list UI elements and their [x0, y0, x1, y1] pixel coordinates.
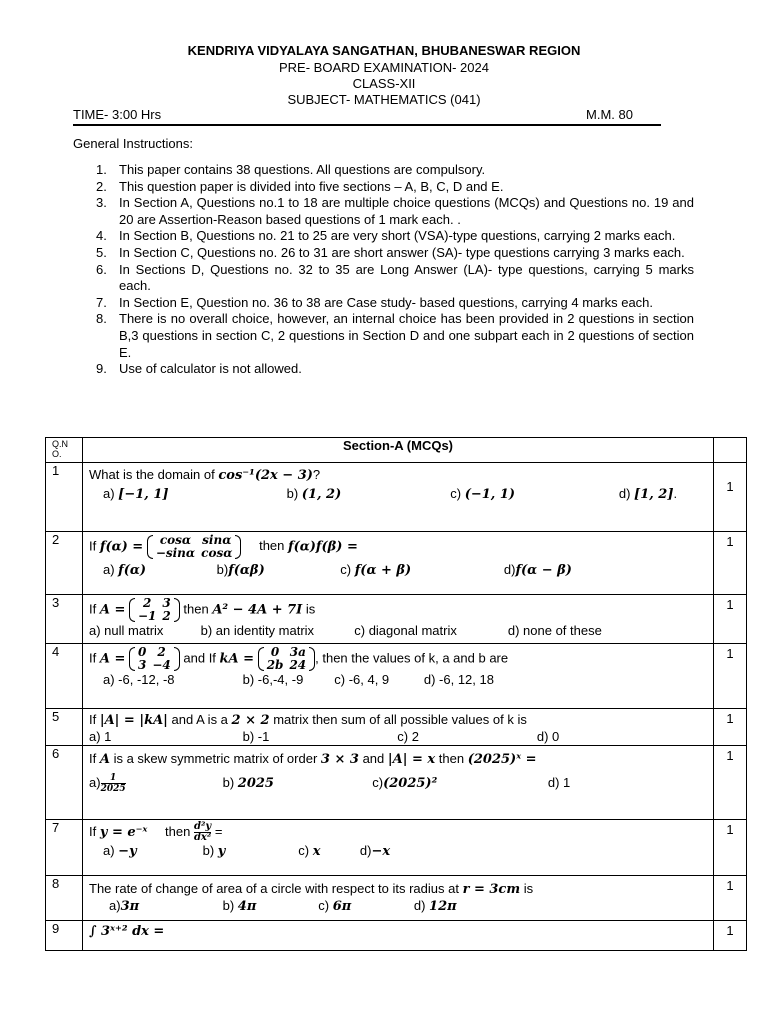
- qno-header: Q.N O.: [46, 438, 83, 463]
- section-title: Section-A (MCQs): [83, 438, 714, 463]
- derivative-fraction: $\frac{\text{d²y}}{\text{dx²}}$: [193, 821, 212, 843]
- option-a: a) -6, -12, -8: [103, 672, 175, 687]
- options: [89, 562, 707, 579]
- question-number: 3: [46, 595, 83, 644]
- question-body: [83, 876, 714, 921]
- instruction-item: 8. There is no overall choice, however, an internal choice has been provided in 2 questions in section B,3 questions in section C, 2 questions in Section D and one subpart each in 2 questions of section E.: [96, 311, 694, 360]
- question-text: If A = 2 3 −1 2 then A² − 4A + 7I is: [89, 596, 316, 623]
- question-marks: 1: [714, 876, 747, 921]
- option-b: b)f(αβ): [216, 562, 265, 578]
- max-marks-label: M.M. 80: [586, 107, 633, 122]
- option-c: c) -6, 4, 9: [334, 672, 390, 687]
- option-d: d) none of these: [507, 623, 602, 638]
- exam-title: PRE- BOARD EXAMINATION- 2024: [279, 60, 489, 75]
- question-text: If A = 0 2 3 −4 and If kA = 0 3a 2b 24 , then the values of k, a and b are: [89, 645, 509, 672]
- instruction-item: 3. In Section A, Questions no.1 to 18 are multiple choice questions (MCQs) and Questions no. 19 and 20 are Assertion-Reason based questions of 1 mark each. .: [96, 195, 694, 227]
- question-marks: 1: [714, 532, 747, 595]
- question-marks: 1: [714, 921, 747, 951]
- option-b: b) y: [202, 843, 226, 859]
- math-expression: cos⁻¹(2x − 3): [218, 468, 313, 483]
- option-a: a) $\frac{1}{2025}$: [89, 773, 126, 794]
- question-body: [83, 820, 714, 876]
- general-instructions-title: General Instructions:: [73, 136, 193, 151]
- time-marks-line: [73, 107, 661, 126]
- question-row: [46, 820, 747, 876]
- class-title: CLASS-XII: [352, 76, 416, 91]
- question-number: 5: [46, 709, 83, 746]
- question-text: If A is a skew symmetric matrix of order 3 × 3 and |A| = x then (2025)ˣ =: [89, 751, 537, 767]
- options: [89, 623, 707, 639]
- question-number: 9: [46, 921, 83, 951]
- question-text: If |A| = |kA| and A is a 2 × 2 matrix then sum of all possible values of k is: [89, 712, 527, 728]
- question-text: If y = e⁻ˣ then $\frac{\text{d²y}}{\text{dx²}}$ =: [89, 821, 223, 843]
- option-b: b) 2025: [222, 774, 274, 791]
- option-b: b) 4π: [222, 898, 257, 914]
- instruction-item: 2. This question paper is divided into five sections – A, B, C, D and E.: [96, 178, 504, 194]
- option-a: a) 1: [89, 729, 112, 744]
- question-row: [46, 876, 747, 921]
- question-body: [83, 746, 714, 820]
- marks-header: [714, 438, 747, 463]
- question-row: [46, 532, 747, 595]
- option-d: d)−x: [359, 843, 391, 859]
- option-b: b) (1, 2): [286, 486, 342, 502]
- option-c: c) 6π: [318, 898, 352, 914]
- question-marks: 1: [714, 820, 747, 876]
- question-row: [46, 709, 747, 746]
- options: [89, 843, 707, 860]
- option-c: c) 2: [397, 729, 419, 744]
- question-text: ∫ 3ˣ⁺² dx =: [89, 924, 165, 939]
- matrix: cosα sinα −sinα cosα: [147, 534, 242, 560]
- question-marks: 1: [714, 463, 747, 532]
- option-b: b) an identity matrix: [200, 623, 315, 638]
- option-d: d) -6, 12, 18: [423, 672, 494, 687]
- school-region-title: KENDRIYA VIDYALAYA SANGATHAN, BHUBANESWAR REGION: [187, 43, 581, 58]
- fraction: $\frac{1}{2025}$: [100, 773, 126, 794]
- option-a: a) f(α): [103, 562, 147, 578]
- matrix: 0 3a 2b 24: [258, 646, 315, 672]
- question-marks: 1: [714, 746, 747, 820]
- option-d: d) 0: [536, 729, 560, 744]
- question-marks: 1: [714, 644, 747, 709]
- time-label: TIME- 3:00 Hrs: [73, 107, 162, 122]
- instructions-list: [96, 162, 694, 378]
- question-marks: 1: [714, 709, 747, 746]
- option-b: b) -6,-4, -9: [242, 672, 304, 687]
- question-row: [46, 746, 747, 820]
- option-a: a) null matrix: [89, 623, 164, 638]
- question-row: [46, 921, 747, 951]
- options: [89, 486, 707, 503]
- instruction-item: 5. In Section C, Questions no. 26 to 31 are short answer (SA)- type questions carrying 3 marks each.: [96, 244, 685, 260]
- question-marks: 1: [714, 595, 747, 644]
- question-number: 4: [46, 644, 83, 709]
- instruction-item: 1. This paper contains 38 questions. All questions are compulsory.: [96, 162, 486, 177]
- question-text: If f(α) = cosα sinα −sinα cosα then f(α)f(β) =: [89, 533, 358, 560]
- option-a: a)3π: [109, 898, 140, 914]
- question-row: [46, 595, 747, 644]
- option-d: d)f(α − β): [503, 562, 572, 578]
- option-a: a) −y: [103, 843, 137, 859]
- table-header-row: [46, 438, 747, 463]
- question-number: 1: [46, 463, 83, 532]
- question-text: What is the domain of cos⁻¹(2x − 3)?: [89, 467, 321, 483]
- option-c: c) (−1, 1): [450, 486, 516, 502]
- question-number: 6: [46, 746, 83, 820]
- option-d: d) 1: [547, 774, 571, 790]
- questions-table: [45, 437, 747, 951]
- question-body: [83, 595, 714, 644]
- question-body: [83, 463, 714, 532]
- matrix: 2 3 −1 2: [129, 597, 180, 623]
- subject-title: SUBJECT- MATHEMATICS (041): [287, 92, 481, 107]
- option-c: c) diagonal matrix: [354, 623, 457, 638]
- option-a: a) [−1, 1]: [103, 486, 169, 502]
- question-row: [46, 644, 747, 709]
- options: [89, 773, 707, 794]
- option-b: b) -1: [242, 729, 270, 744]
- question-number: 7: [46, 820, 83, 876]
- options: [89, 898, 707, 915]
- question-body: [83, 644, 714, 709]
- question-body: [83, 532, 714, 595]
- question-body: [83, 709, 714, 746]
- options: [89, 672, 707, 688]
- option-c: c)(2025)²: [372, 774, 438, 791]
- instruction-item: 7. In Section E, Question no. 36 to 38 are Case study- based questions, carrying 4 marks each.: [96, 294, 654, 310]
- question-body: [83, 921, 714, 951]
- option-d: d) [1, 2].: [618, 486, 678, 502]
- question-row: [46, 463, 747, 532]
- option-c: c) x: [298, 843, 321, 859]
- question-text: The rate of change of area of a circle with respect to its radius at r = 3cm is: [89, 881, 534, 897]
- instruction-item: 4. In Section B, Questions no. 21 to 25 are very short (VSA)-type questions, carrying 2 marks each.: [96, 228, 676, 244]
- instruction-item: 6. In Sections D, Questions no. 32 to 35 are Long Answer (LA)- type questions, carrying 5 marks each.: [96, 261, 694, 294]
- instruction-item: 9. Use of calculator is not allowed.: [96, 361, 302, 377]
- options: [89, 729, 707, 745]
- question-number: 2: [46, 532, 83, 595]
- matrix: 0 2 3 −4: [129, 646, 180, 672]
- question-number: 8: [46, 876, 83, 921]
- option-d: d) 12π: [413, 898, 457, 914]
- option-c: c) f(α + β): [340, 562, 412, 578]
